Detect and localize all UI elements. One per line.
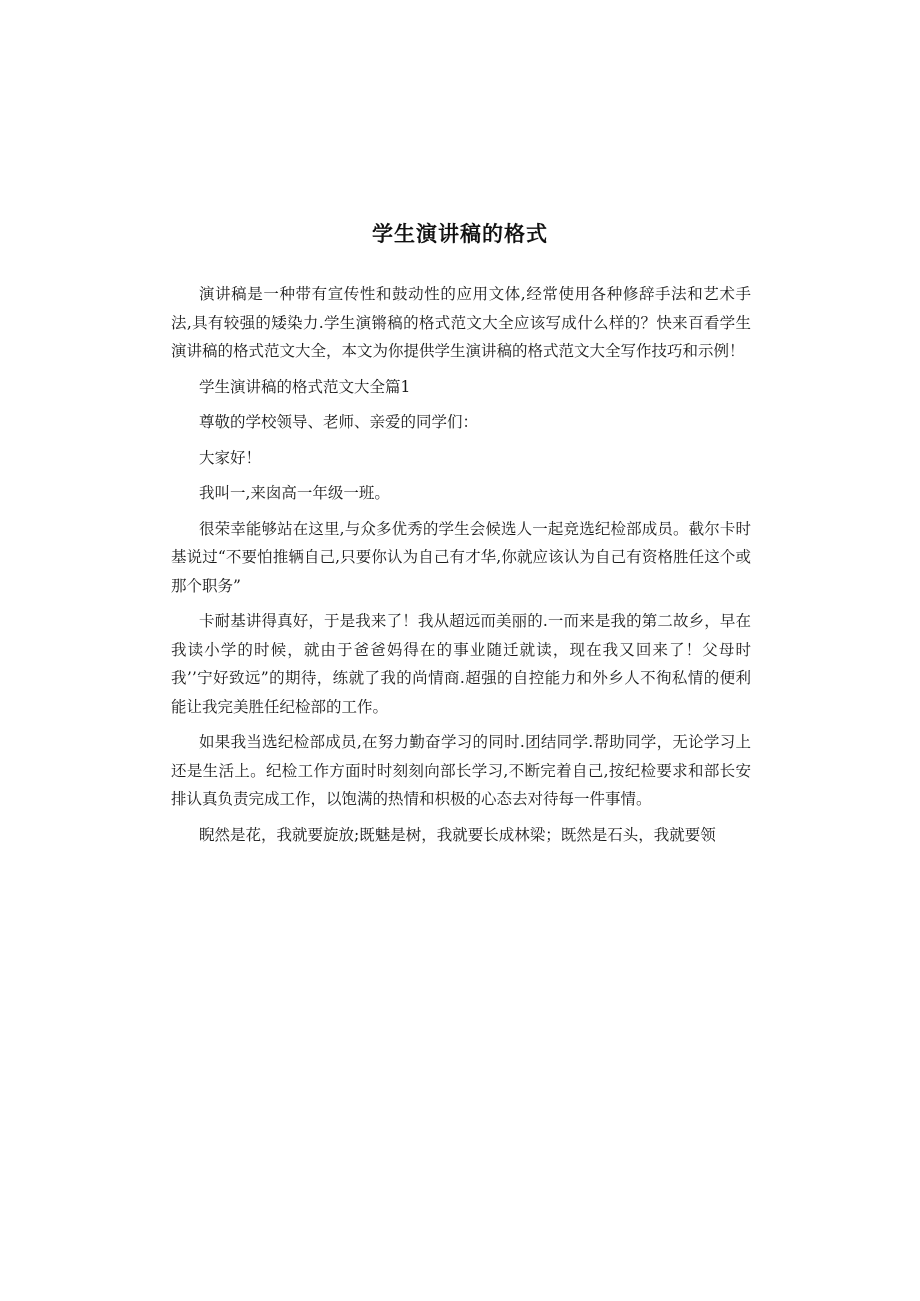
paragraph-section-heading: 学生演讲稿的格式范文大全篇1 bbox=[199, 377, 411, 396]
paragraph-closing: 睨然是花，我就要旋放;既魅是树，我就要长成林梁；既然是石头，我就要领 bbox=[199, 825, 716, 844]
paragraph-self-intro: 我叫一,来囱高一年级一班。 bbox=[199, 484, 390, 502]
document-body bbox=[171, 280, 751, 856]
paragraph-salutation: 尊敬的学校领导、老师、亲爱的同学们： bbox=[199, 413, 479, 431]
document-title: 学生演讲稿的格式 bbox=[372, 222, 548, 246]
paragraph-greeting: 大家好！ bbox=[199, 448, 262, 467]
paragraph-honor: 很荣幸能够站在这里,与众多优秀的学生会候选人一起竞选纪检部成员。截尔卡时基说过“不要怕推辆自己,只要你认为自己有才华,你就应该认为自己有资格胜任这个或那个职务” bbox=[171, 519, 751, 595]
paragraph-plan: 如果我当选纪检部成员,在努力勤奋学习的同时.团结同学.帮助同学，无论学习上还是生活上。纪检工作方面时时刻刻向部长学习,不断完着自己,按纪检要求和部长安排认真负责完成工作，以饱满的热情和枳极的心态去对待每一件事情。 bbox=[171, 733, 751, 808]
paragraph-carnegie: 卡耐基讲得真好，于是我来了！我从超远而美丽的.一而来是我的第二故乡，早在我读小学的时候，就由于爸爸妈得在的事业随迁就读，现在我又回来了！父母时我’’宁好致远”的期待，练就了我的尚情商.超强的自控能力和外乡人不徇私情的便利能让我完美胜任纪检部的工作。 bbox=[171, 612, 751, 716]
paragraph-intro: 演讲稿是一种带有宣传性和鼓动性的应用文体,经常使用各种修辞手法和艺术手法,具有较强的矮染力.学生演锵稿的格式范文大全应该写成什么样的？快来百看学生演讲稿的格式范文大全，本文为你提供学生演讲稿的格式范文大全写作技巧和示例！ bbox=[171, 285, 751, 360]
